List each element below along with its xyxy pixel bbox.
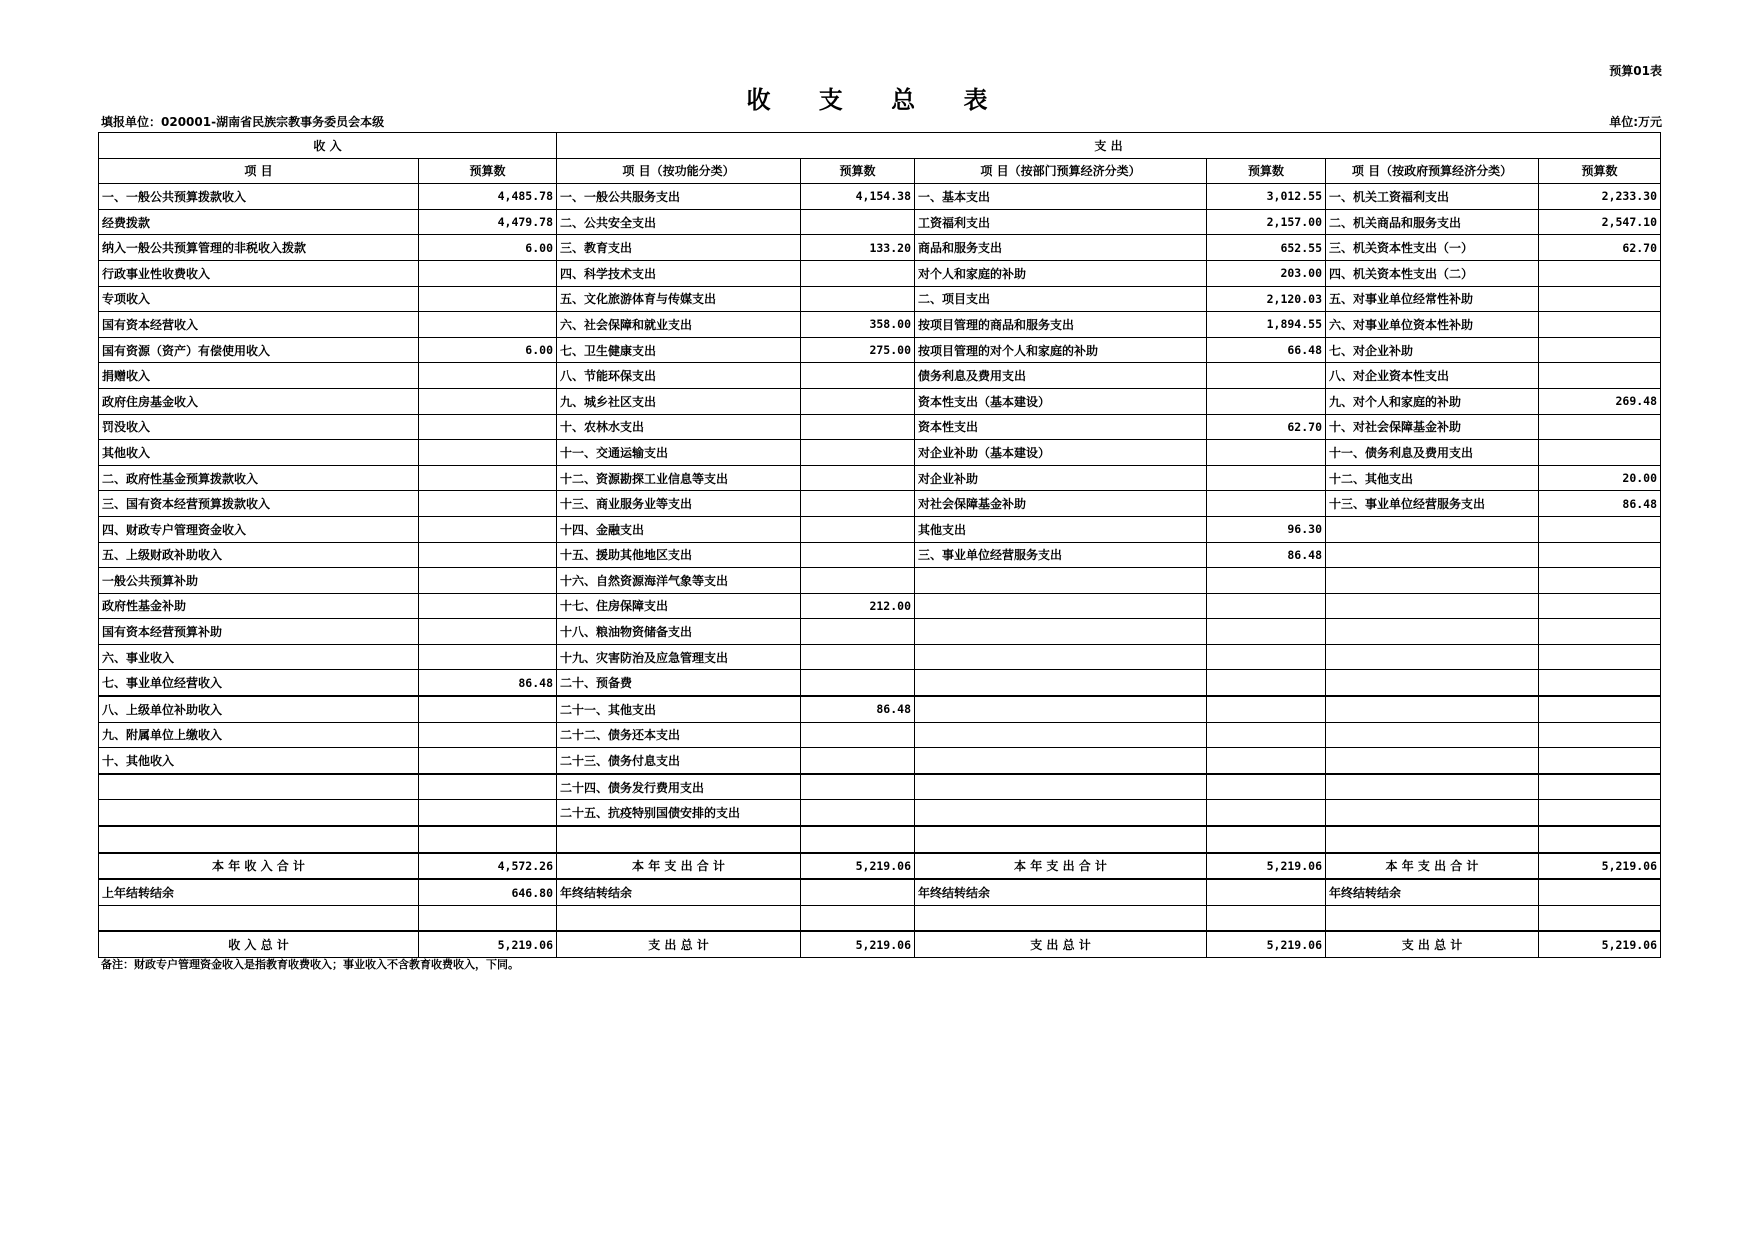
dept-budget	[1207, 363, 1326, 389]
dept-item: 二、项目支出	[915, 286, 1207, 312]
func-item: 二十一、其他支出	[557, 696, 801, 722]
table-row	[99, 593, 1661, 619]
carry-expense-label: 年终结转结余	[557, 879, 801, 905]
dept-budget	[1207, 388, 1326, 414]
gov-item: 三、机关资本性支出（一）	[1326, 235, 1539, 261]
func-item: 四、科学技术支出	[557, 260, 801, 286]
dept-item: 按项目管理的商品和服务支出	[915, 312, 1207, 338]
grand-total-expense-label: 支 出 总 计	[557, 931, 801, 957]
income-budget	[419, 516, 557, 542]
carry-dept-value	[1207, 879, 1326, 905]
grand-total-dept-value: 5,219.06	[1207, 931, 1326, 957]
gov-item: 二、机关商品和服务支出	[1326, 209, 1539, 235]
table-row	[99, 516, 1661, 542]
gov-item	[1326, 800, 1539, 826]
table-row	[99, 619, 1661, 645]
income-item: 政府住房基金收入	[99, 388, 419, 414]
gov-item	[1326, 619, 1539, 645]
func-budget	[801, 363, 915, 389]
table-row	[99, 542, 1661, 568]
table-body	[99, 184, 1661, 853]
dept-item: 其他支出	[915, 516, 1207, 542]
income-budget: 6.00	[419, 337, 557, 363]
dept-budget: 86.48	[1207, 542, 1326, 568]
table-row	[99, 337, 1661, 363]
gov-budget: 2,547.10	[1539, 209, 1661, 235]
dept-budget: 66.48	[1207, 337, 1326, 363]
income-budget	[419, 722, 557, 748]
dept-budget	[1207, 722, 1326, 748]
footnote: 备注：财政专户管理资金收入是指教育收费收入；事业收入不含教育收费收入，下同。	[101, 958, 519, 971]
gov-item: 七、对企业补助	[1326, 337, 1539, 363]
gov-budget	[1539, 748, 1661, 774]
gov-budget: 86.48	[1539, 491, 1661, 517]
dept-budget	[1207, 696, 1326, 722]
income-item: 国有资本经营预算补助	[99, 619, 419, 645]
func-item	[557, 826, 801, 853]
page-title: 收 支 总 表	[746, 86, 1008, 114]
col-header-budget: 预算数	[419, 158, 557, 184]
table-row	[99, 774, 1661, 800]
dept-item	[915, 748, 1207, 774]
income-budget: 86.48	[419, 670, 557, 696]
income-budget: 4,485.78	[419, 184, 557, 210]
carry-gov-value	[1539, 879, 1661, 905]
func-budget	[801, 414, 915, 440]
income-budget	[419, 826, 557, 853]
income-budget: 4,479.78	[419, 209, 557, 235]
year-total-expense-label: 本 年 支 出 合 计	[1326, 853, 1539, 880]
dept-budget: 3,012.55	[1207, 184, 1326, 210]
income-budget	[419, 465, 557, 491]
table-row	[99, 644, 1661, 670]
gov-budget	[1539, 644, 1661, 670]
dept-item: 对企业补助	[915, 465, 1207, 491]
dept-item: 资本性支出（基本建设）	[915, 388, 1207, 414]
income-item: 三、国有资本经营预算拨款收入	[99, 491, 419, 517]
func-budget	[801, 619, 915, 645]
gov-budget	[1539, 312, 1661, 338]
dept-item: 工资福利支出	[915, 209, 1207, 235]
func-budget: 133.20	[801, 235, 915, 261]
func-budget	[801, 670, 915, 696]
income-item	[99, 774, 419, 800]
func-item: 二十、预备费	[557, 670, 801, 696]
dept-item: 商品和服务支出	[915, 235, 1207, 261]
income-item: 七、事业单位经营收入	[99, 670, 419, 696]
dept-item	[915, 593, 1207, 619]
year-total-row	[99, 853, 1661, 880]
func-item: 二十四、债务发行费用支出	[557, 774, 801, 800]
dept-budget	[1207, 568, 1326, 594]
func-budget	[801, 465, 915, 491]
table-row	[99, 568, 1661, 594]
gov-item: 八、对企业资本性支出	[1326, 363, 1539, 389]
gov-budget	[1539, 440, 1661, 466]
income-item: 四、财政专户管理资金收入	[99, 516, 419, 542]
income-budget	[419, 363, 557, 389]
year-total-expense-label: 本 年 支 出 合 计	[915, 853, 1207, 880]
func-budget	[801, 826, 915, 853]
func-item: 八、节能环保支出	[557, 363, 801, 389]
income-budget	[419, 312, 557, 338]
table-row	[99, 260, 1661, 286]
income-item: 十、其他收入	[99, 748, 419, 774]
dept-budget	[1207, 800, 1326, 826]
year-total-income-label: 本 年 收 入 合 计	[99, 853, 419, 880]
gov-budget	[1539, 414, 1661, 440]
dept-budget: 62.70	[1207, 414, 1326, 440]
dept-budget	[1207, 619, 1326, 645]
func-item: 十六、自然资源海洋气象等支出	[557, 568, 801, 594]
year-total-dept-value: 5,219.06	[1207, 853, 1326, 880]
col-header-item-gov: 项 目（按政府预算经济分类）	[1326, 158, 1539, 184]
income-budget	[419, 619, 557, 645]
income-item: 国有资本经营收入	[99, 312, 419, 338]
func-budget	[801, 440, 915, 466]
dept-budget: 2,120.03	[1207, 286, 1326, 312]
gov-budget: 2,233.30	[1539, 184, 1661, 210]
func-budget	[801, 542, 915, 568]
income-item	[99, 800, 419, 826]
func-item: 一、一般公共服务支出	[557, 184, 801, 210]
income-item: 罚没收入	[99, 414, 419, 440]
gov-budget	[1539, 286, 1661, 312]
gov-budget	[1539, 619, 1661, 645]
gov-budget	[1539, 826, 1661, 853]
income-budget	[419, 774, 557, 800]
dept-item: 按项目管理的对个人和家庭的补助	[915, 337, 1207, 363]
func-budget	[801, 491, 915, 517]
col-header-budget: 预算数	[801, 158, 915, 184]
gov-item: 十三、事业单位经营服务支出	[1326, 491, 1539, 517]
table-row	[99, 388, 1661, 414]
func-budget	[801, 722, 915, 748]
table-row	[99, 363, 1661, 389]
table-row	[99, 491, 1661, 517]
func-budget: 86.48	[801, 696, 915, 722]
func-item: 十一、交通运输支出	[557, 440, 801, 466]
dept-item	[915, 800, 1207, 826]
income-budget	[419, 542, 557, 568]
dept-item: 资本性支出	[915, 414, 1207, 440]
income-budget	[419, 286, 557, 312]
income-budget	[419, 748, 557, 774]
col-header-item-func: 项 目（按功能分类）	[557, 158, 801, 184]
func-item: 十五、援助其他地区支出	[557, 542, 801, 568]
income-budget	[419, 593, 557, 619]
year-total-income-value: 4,572.26	[419, 853, 557, 880]
col-header-budget: 预算数	[1539, 158, 1661, 184]
dept-budget	[1207, 593, 1326, 619]
dept-budget: 1,894.55	[1207, 312, 1326, 338]
func-item: 十九、灾害防治及应急管理支出	[557, 644, 801, 670]
table-row	[99, 184, 1661, 210]
gov-budget	[1539, 542, 1661, 568]
dept-budget	[1207, 465, 1326, 491]
func-budget	[801, 286, 915, 312]
gov-item: 五、对事业单位经常性补助	[1326, 286, 1539, 312]
expense-header: 支 出	[557, 133, 1661, 159]
func-budget	[801, 644, 915, 670]
func-item: 十二、资源勘探工业信息等支出	[557, 465, 801, 491]
func-budget	[801, 260, 915, 286]
income-budget	[419, 800, 557, 826]
dept-item: 一、基本支出	[915, 184, 1207, 210]
carry-over-row	[99, 879, 1661, 905]
income-item: 政府性基金补助	[99, 593, 419, 619]
gov-item	[1326, 542, 1539, 568]
budget-summary-table	[98, 132, 1661, 958]
gov-item: 一、机关工资福利支出	[1326, 184, 1539, 210]
gov-budget	[1539, 568, 1661, 594]
func-budget	[801, 388, 915, 414]
gov-item: 六、对事业单位资本性补助	[1326, 312, 1539, 338]
func-budget: 275.00	[801, 337, 915, 363]
dept-item: 对个人和家庭的补助	[915, 260, 1207, 286]
income-item: 其他收入	[99, 440, 419, 466]
gov-item: 九、对个人和家庭的补助	[1326, 388, 1539, 414]
gov-item	[1326, 644, 1539, 670]
gov-item	[1326, 748, 1539, 774]
income-item: 专项收入	[99, 286, 419, 312]
func-item: 二十二、债务还本支出	[557, 722, 801, 748]
func-budget: 212.00	[801, 593, 915, 619]
income-budget	[419, 491, 557, 517]
income-item: 二、政府性基金预算拨款收入	[99, 465, 419, 491]
func-item: 十八、粮油物资储备支出	[557, 619, 801, 645]
income-budget	[419, 414, 557, 440]
dept-budget	[1207, 644, 1326, 670]
func-item: 二、公共安全支出	[557, 209, 801, 235]
gov-budget	[1539, 800, 1661, 826]
dept-budget	[1207, 440, 1326, 466]
dept-budget: 2,157.00	[1207, 209, 1326, 235]
table-row	[99, 209, 1661, 235]
income-item: 五、上级财政补助收入	[99, 542, 419, 568]
income-budget	[419, 568, 557, 594]
grand-total-income-label: 收 入 总 计	[99, 931, 419, 957]
dept-item: 三、事业单位经营服务支出	[915, 542, 1207, 568]
gov-item: 十一、债务利息及费用支出	[1326, 440, 1539, 466]
dept-budget: 203.00	[1207, 260, 1326, 286]
income-item: 六、事业收入	[99, 644, 419, 670]
header-row-1	[99, 133, 1661, 159]
gov-budget	[1539, 260, 1661, 286]
grand-total-func-value: 5,219.06	[801, 931, 915, 957]
gov-budget	[1539, 516, 1661, 542]
table-row	[99, 286, 1661, 312]
dept-item: 对企业补助（基本建设）	[915, 440, 1207, 466]
func-item: 十七、住房保障支出	[557, 593, 801, 619]
header-row-2	[99, 158, 1661, 184]
gov-item	[1326, 670, 1539, 696]
func-budget	[801, 568, 915, 594]
dept-item	[915, 774, 1207, 800]
table-row	[99, 440, 1661, 466]
dept-item	[915, 722, 1207, 748]
currency-unit: 单位:万元	[1609, 115, 1662, 129]
table-row	[99, 312, 1661, 338]
gov-budget	[1539, 337, 1661, 363]
table-row	[99, 465, 1661, 491]
table-row	[99, 670, 1661, 696]
dept-item: 对社会保障基金补助	[915, 491, 1207, 517]
carry-expense-label: 年终结转结余	[1326, 879, 1539, 905]
dept-budget	[1207, 670, 1326, 696]
func-item: 二十三、债务付息支出	[557, 748, 801, 774]
dept-budget: 96.30	[1207, 516, 1326, 542]
func-budget	[801, 516, 915, 542]
dept-budget: 652.55	[1207, 235, 1326, 261]
dept-item	[915, 696, 1207, 722]
empty-row	[99, 905, 1661, 931]
income-item: 八、上级单位补助收入	[99, 696, 419, 722]
income-budget	[419, 644, 557, 670]
func-budget: 358.00	[801, 312, 915, 338]
gov-item	[1326, 568, 1539, 594]
col-header-budget: 预算数	[1207, 158, 1326, 184]
grand-total-row	[99, 931, 1661, 957]
func-item: 七、卫生健康支出	[557, 337, 801, 363]
table-row	[99, 696, 1661, 722]
gov-item	[1326, 593, 1539, 619]
dept-item	[915, 644, 1207, 670]
func-budget	[801, 800, 915, 826]
carry-func-value	[801, 879, 915, 905]
income-budget	[419, 440, 557, 466]
func-budget: 4,154.38	[801, 184, 915, 210]
income-header: 收 入	[99, 133, 557, 159]
year-total-func-value: 5,219.06	[801, 853, 915, 880]
carry-expense-label: 年终结转结余	[915, 879, 1207, 905]
col-header-item-dept: 项 目（按部门预算经济分类）	[915, 158, 1207, 184]
dept-item	[915, 670, 1207, 696]
func-item: 六、社会保障和就业支出	[557, 312, 801, 338]
dept-item	[915, 826, 1207, 853]
gov-budget	[1539, 774, 1661, 800]
form-number: 预算01表	[1609, 64, 1662, 78]
grand-total-expense-label: 支 出 总 计	[1326, 931, 1539, 957]
income-budget	[419, 260, 557, 286]
gov-budget	[1539, 593, 1661, 619]
dept-budget	[1207, 491, 1326, 517]
gov-budget	[1539, 670, 1661, 696]
income-budget	[419, 696, 557, 722]
gov-item	[1326, 774, 1539, 800]
gov-item: 十、对社会保障基金补助	[1326, 414, 1539, 440]
gov-budget	[1539, 696, 1661, 722]
grand-total-income-value: 5,219.06	[419, 931, 557, 957]
func-item: 五、文化旅游体育与传媒支出	[557, 286, 801, 312]
grand-total-gov-value: 5,219.06	[1539, 931, 1661, 957]
income-budget	[419, 388, 557, 414]
func-item: 三、教育支出	[557, 235, 801, 261]
func-item: 十、农林水支出	[557, 414, 801, 440]
year-total-expense-label: 本 年 支 出 合 计	[557, 853, 801, 880]
table-row	[99, 414, 1661, 440]
func-budget	[801, 209, 915, 235]
table-row	[99, 800, 1661, 826]
dept-item	[915, 568, 1207, 594]
dept-item	[915, 619, 1207, 645]
income-item: 国有资源（资产）有偿使用收入	[99, 337, 419, 363]
income-item: 行政事业性收费收入	[99, 260, 419, 286]
gov-budget	[1539, 722, 1661, 748]
income-item: 经费拨款	[99, 209, 419, 235]
gov-budget	[1539, 363, 1661, 389]
year-total-gov-value: 5,219.06	[1539, 853, 1661, 880]
income-item: 九、附属单位上缴收入	[99, 722, 419, 748]
table-row	[99, 748, 1661, 774]
carry-income-value: 646.80	[419, 879, 557, 905]
func-item: 二十五、抗疫特别国债安排的支出	[557, 800, 801, 826]
gov-item	[1326, 696, 1539, 722]
grand-total-expense-label: 支 出 总 计	[915, 931, 1207, 957]
func-item: 十三、商业服务业等支出	[557, 491, 801, 517]
gov-item: 十二、其他支出	[1326, 465, 1539, 491]
gov-item: 四、机关资本性支出（二）	[1326, 260, 1539, 286]
func-budget	[801, 774, 915, 800]
func-budget	[801, 748, 915, 774]
reporting-unit: 填报单位：020001-湖南省民族宗教事务委员会本级	[101, 115, 385, 129]
gov-item	[1326, 516, 1539, 542]
income-budget: 6.00	[419, 235, 557, 261]
dept-budget	[1207, 826, 1326, 853]
income-item	[99, 826, 419, 853]
dept-item: 债务利息及费用支出	[915, 363, 1207, 389]
carry-income-label: 上年结转结余	[99, 879, 419, 905]
income-item: 纳入一般公共预算管理的非税收入拨款	[99, 235, 419, 261]
table-row	[99, 826, 1661, 853]
col-header-item: 项 目	[99, 158, 419, 184]
income-item: 捐赠收入	[99, 363, 419, 389]
table-row	[99, 235, 1661, 261]
dept-budget	[1207, 748, 1326, 774]
income-item: 一、一般公共预算拨款收入	[99, 184, 419, 210]
gov-item	[1326, 826, 1539, 853]
gov-budget: 62.70	[1539, 235, 1661, 261]
func-item: 十四、金融支出	[557, 516, 801, 542]
income-item: 一般公共预算补助	[99, 568, 419, 594]
table-row	[99, 722, 1661, 748]
gov-budget: 20.00	[1539, 465, 1661, 491]
gov-item	[1326, 722, 1539, 748]
func-item: 九、城乡社区支出	[557, 388, 801, 414]
gov-budget: 269.48	[1539, 388, 1661, 414]
dept-budget	[1207, 774, 1326, 800]
